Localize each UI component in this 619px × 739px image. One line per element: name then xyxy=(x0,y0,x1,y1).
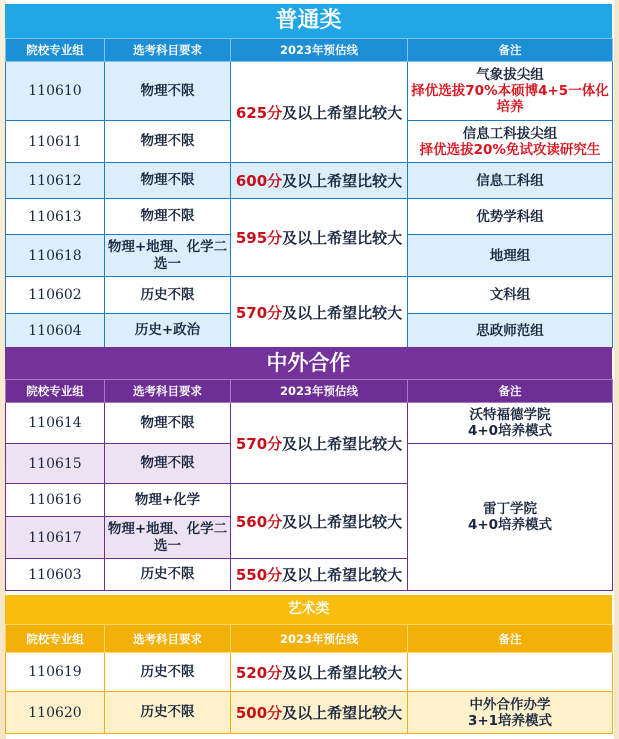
estimate-suffix: 及以上希望比较大 xyxy=(282,512,403,531)
estimate-cell xyxy=(231,653,408,692)
header-group-code: 院校专业组 xyxy=(6,380,105,403)
group-code: 110604 xyxy=(6,314,105,348)
estimate-score: 520分 xyxy=(235,663,283,682)
group-code: 110620 xyxy=(6,692,105,734)
subject-requirement: 物理不限 xyxy=(105,163,231,199)
subject-requirement: 物理+地理、化学二选一 xyxy=(105,235,231,277)
estimate-cell xyxy=(231,199,408,277)
estimate-score: 570分 xyxy=(235,303,283,322)
subject-requirement: 物理不限 xyxy=(105,403,231,444)
joint-table xyxy=(5,379,613,591)
note-detail: 择优选拔70%本硕博4+5一体化培养 xyxy=(411,83,609,115)
estimate-cell xyxy=(231,277,408,348)
note-title: 中外合作办学 xyxy=(469,696,551,713)
section-title-general: 普通类 xyxy=(5,4,612,38)
section-general xyxy=(5,4,612,348)
group-code: 110615 xyxy=(6,444,105,484)
table-header-row xyxy=(6,625,613,653)
estimate-score: 570分 xyxy=(235,434,283,453)
table-header-row xyxy=(6,380,613,403)
note-title: 信息工科拔尖组 xyxy=(462,125,558,142)
estimate-suffix: 及以上希望比较大 xyxy=(282,103,403,122)
estimate-cell xyxy=(231,163,408,199)
header-group-code: 院校专业组 xyxy=(6,625,105,653)
note-title: 雷丁学院 xyxy=(483,501,537,517)
note-cell xyxy=(408,444,613,591)
section-title-art: 艺术类 xyxy=(5,595,612,624)
estimate-cell xyxy=(231,692,408,734)
estimate-suffix: 及以上希望比较大 xyxy=(282,172,403,190)
section-art xyxy=(5,595,612,734)
header-note: 备注 xyxy=(408,380,613,403)
estimate-suffix: 及以上希望比较大 xyxy=(282,663,403,682)
section-title-joint: 中外合作 xyxy=(5,347,612,379)
note-cell xyxy=(408,62,613,121)
right-edge-decoration xyxy=(614,0,619,739)
group-code: 110617 xyxy=(6,517,105,559)
group-code: 110614 xyxy=(6,403,105,444)
table-row xyxy=(6,62,613,121)
estimate-score: 550分 xyxy=(235,566,283,584)
general-table xyxy=(5,38,613,348)
table-row xyxy=(6,199,613,235)
estimate-score: 600分 xyxy=(235,172,283,190)
subject-requirement: 物理不限 xyxy=(105,121,231,163)
table-row xyxy=(6,403,613,444)
note-cell xyxy=(408,121,613,163)
estimate-suffix: 及以上希望比较大 xyxy=(282,704,403,722)
header-subject-req: 选考科目要求 xyxy=(105,39,231,62)
note-detail: 择优选拔20%免试攻读研究生 xyxy=(419,141,601,158)
section-joint xyxy=(5,347,612,591)
note-detail: 4+0培养模式 xyxy=(467,517,553,533)
group-code: 110616 xyxy=(6,484,105,517)
note-cell xyxy=(408,692,613,734)
header-note: 备注 xyxy=(408,625,613,653)
note-cell xyxy=(408,403,613,444)
estimate-cell xyxy=(231,403,408,484)
estimate-suffix: 及以上希望比较大 xyxy=(282,566,403,584)
table-row xyxy=(6,163,613,199)
estimate-suffix: 及以上希望比较大 xyxy=(282,229,403,247)
group-code: 110602 xyxy=(6,277,105,314)
note-cell: 文科组 xyxy=(408,277,613,314)
note-cell: 地理组 xyxy=(408,235,613,277)
group-code: 110619 xyxy=(6,653,105,692)
estimate-score: 560分 xyxy=(235,512,283,531)
group-code: 110610 xyxy=(6,62,105,121)
subject-requirement: 物理不限 xyxy=(105,199,231,235)
note-title: 沃特福德学院 xyxy=(469,407,551,423)
group-code: 110613 xyxy=(6,199,105,235)
header-estimate: 2023年预估线 xyxy=(231,625,408,653)
header-subject-req: 选考科目要求 xyxy=(105,625,231,653)
note-detail: 4+0培养模式 xyxy=(467,423,553,439)
estimate-suffix: 及以上希望比较大 xyxy=(282,434,403,453)
estimate-score: 500分 xyxy=(235,704,283,722)
group-code: 110611 xyxy=(6,121,105,163)
note-cell xyxy=(408,653,613,692)
subject-requirement: 历史+政治 xyxy=(105,314,231,348)
subject-requirement: 历史不限 xyxy=(105,277,231,314)
estimate-score: 625分 xyxy=(235,103,283,122)
subject-requirement: 历史不限 xyxy=(105,653,231,692)
note-cell: 优势学科组 xyxy=(408,199,613,235)
subject-requirement: 历史不限 xyxy=(105,559,231,591)
table-header-row xyxy=(6,39,613,62)
header-estimate: 2023年预估线 xyxy=(231,380,408,403)
header-subject-req: 选考科目要求 xyxy=(105,380,231,403)
group-code: 110612 xyxy=(6,163,105,199)
estimate-cell xyxy=(231,559,408,591)
table-row xyxy=(6,653,613,692)
note-cell: 信息工科组 xyxy=(408,163,613,199)
header-group-code: 院校专业组 xyxy=(6,39,105,62)
note-detail: 3+1培养模式 xyxy=(467,712,553,729)
table-row xyxy=(6,692,613,734)
art-table xyxy=(5,624,613,734)
subject-requirement: 物理不限 xyxy=(105,444,231,484)
estimate-suffix: 及以上希望比较大 xyxy=(282,303,403,322)
subject-requirement: 物理不限 xyxy=(105,62,231,121)
header-note: 备注 xyxy=(408,39,613,62)
header-estimate: 2023年预估线 xyxy=(231,39,408,62)
note-cell: 思政师范组 xyxy=(408,314,613,348)
estimate-cell xyxy=(231,484,408,559)
note-title: 气象拔尖组 xyxy=(476,67,544,83)
estimate-cell xyxy=(231,62,408,163)
group-code: 110618 xyxy=(6,235,105,277)
estimate-score: 595分 xyxy=(235,229,283,247)
group-code: 110603 xyxy=(6,559,105,591)
subject-requirement: 物理+地理、化学二选一 xyxy=(105,517,231,559)
table-row xyxy=(6,277,613,314)
subject-requirement: 物理+化学 xyxy=(105,484,231,517)
subject-requirement: 历史不限 xyxy=(105,692,231,734)
